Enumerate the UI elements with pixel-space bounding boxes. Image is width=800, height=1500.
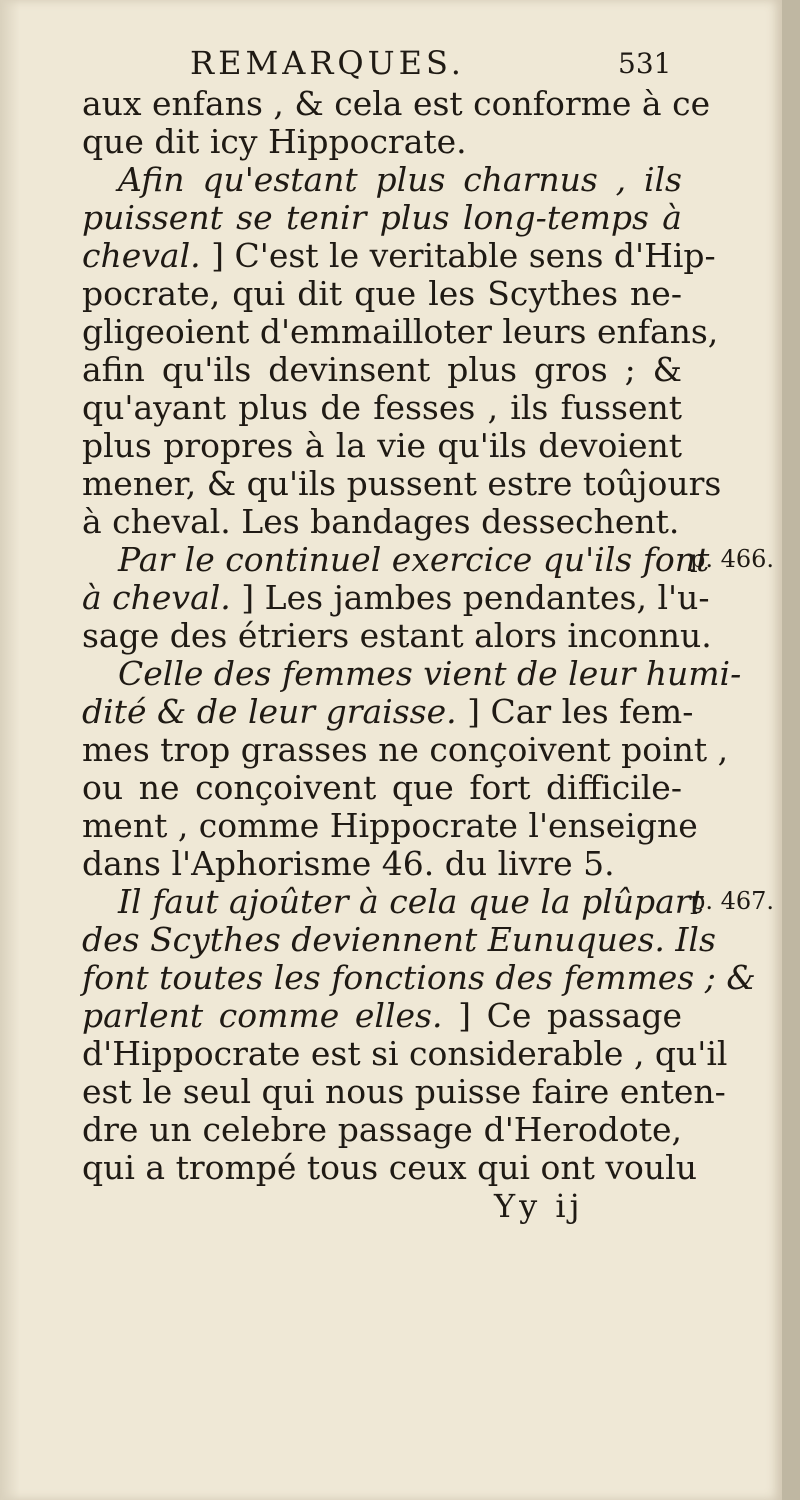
text-line: Il faut ajoûter à cela que la plûpart bbox=[118, 882, 704, 921]
text-line: puissent se tenir plus long-temps à bbox=[82, 198, 682, 237]
text-line: dre un celebre passage d'Herodote, bbox=[82, 1110, 682, 1149]
quoted-lemma: dité & de leur graisse. bbox=[82, 692, 457, 731]
text-line bbox=[82, 578, 710, 617]
quoted-lemma: à cheval. bbox=[82, 578, 231, 617]
page-number: 531 bbox=[618, 47, 672, 80]
text-line: qui a trompé tous ceux qui ont voulu bbox=[82, 1148, 697, 1187]
running-head: REMARQUES. bbox=[190, 44, 465, 82]
page-edge bbox=[782, 0, 800, 1500]
text-line: qu'ayant plus de fesses , ils fussent bbox=[82, 388, 682, 427]
text-line: est le seul qui nous puisse faire enten- bbox=[82, 1072, 726, 1111]
text-line: gligeoient d'emmailloter leurs enfans, bbox=[82, 312, 719, 351]
margin-note: p. 466. bbox=[690, 545, 775, 573]
text-line: plus propres à la vie qu'ils devoient bbox=[82, 426, 682, 465]
quoted-lemma: cheval. bbox=[82, 236, 201, 275]
text-line: des Scythes deviennent Eunuques. Ils bbox=[82, 920, 716, 959]
quoted-lemma: parlent comme elles. bbox=[82, 996, 443, 1035]
text-line: pocrate, qui dit que les Scythes ne- bbox=[82, 274, 682, 313]
text-line: font toutes les fonctions des femmes ; & bbox=[82, 958, 756, 997]
text-line: Afin qu'estant plus charnus , ils bbox=[118, 160, 682, 199]
commentary-text: ] Les jambes pendantes, l'u- bbox=[241, 578, 710, 617]
text-line: ou ne conçoivent que fort difficile- bbox=[82, 768, 682, 807]
signature-catchword: Yy ij bbox=[494, 1187, 584, 1225]
text-line: mes trop grasses ne conçoivent point , bbox=[82, 730, 729, 769]
commentary-text: ] Car les fem- bbox=[467, 692, 694, 731]
text-line: mener, & qu'ils pussent estre toûjours bbox=[82, 464, 722, 503]
commentary-text: ] C'est le veritable sens d'Hip- bbox=[211, 236, 716, 275]
text-line: Celle des femmes vient de leur humi- bbox=[118, 654, 742, 693]
margin-note: p. 467. bbox=[690, 887, 775, 915]
text-line: ment , comme Hippocrate l'enseigne bbox=[82, 806, 698, 845]
text-line: sage des étriers estant alors inconnu. bbox=[82, 616, 712, 655]
page-gutter-shadow bbox=[0, 0, 20, 1500]
text-line bbox=[82, 997, 682, 1034]
text-line: afin qu'ils devinsent plus gros ; & bbox=[82, 350, 682, 389]
text-line: dans l'Aphorisme 46. du livre 5. bbox=[82, 844, 615, 883]
text-line: d'Hippocrate est si considerable , qu'il bbox=[82, 1034, 728, 1073]
text-line: que dit icy Hippocrate. bbox=[82, 122, 467, 161]
text-line bbox=[82, 236, 716, 275]
text-line: aux enfans , & cela est conforme à ce bbox=[82, 84, 711, 123]
text-line bbox=[82, 692, 694, 731]
text-line: Par le continuel exercice qu'ils font bbox=[118, 540, 710, 579]
commentary-text: ] Ce passage bbox=[458, 996, 682, 1035]
text-line: à cheval. Les bandages dessechent. bbox=[82, 502, 680, 541]
